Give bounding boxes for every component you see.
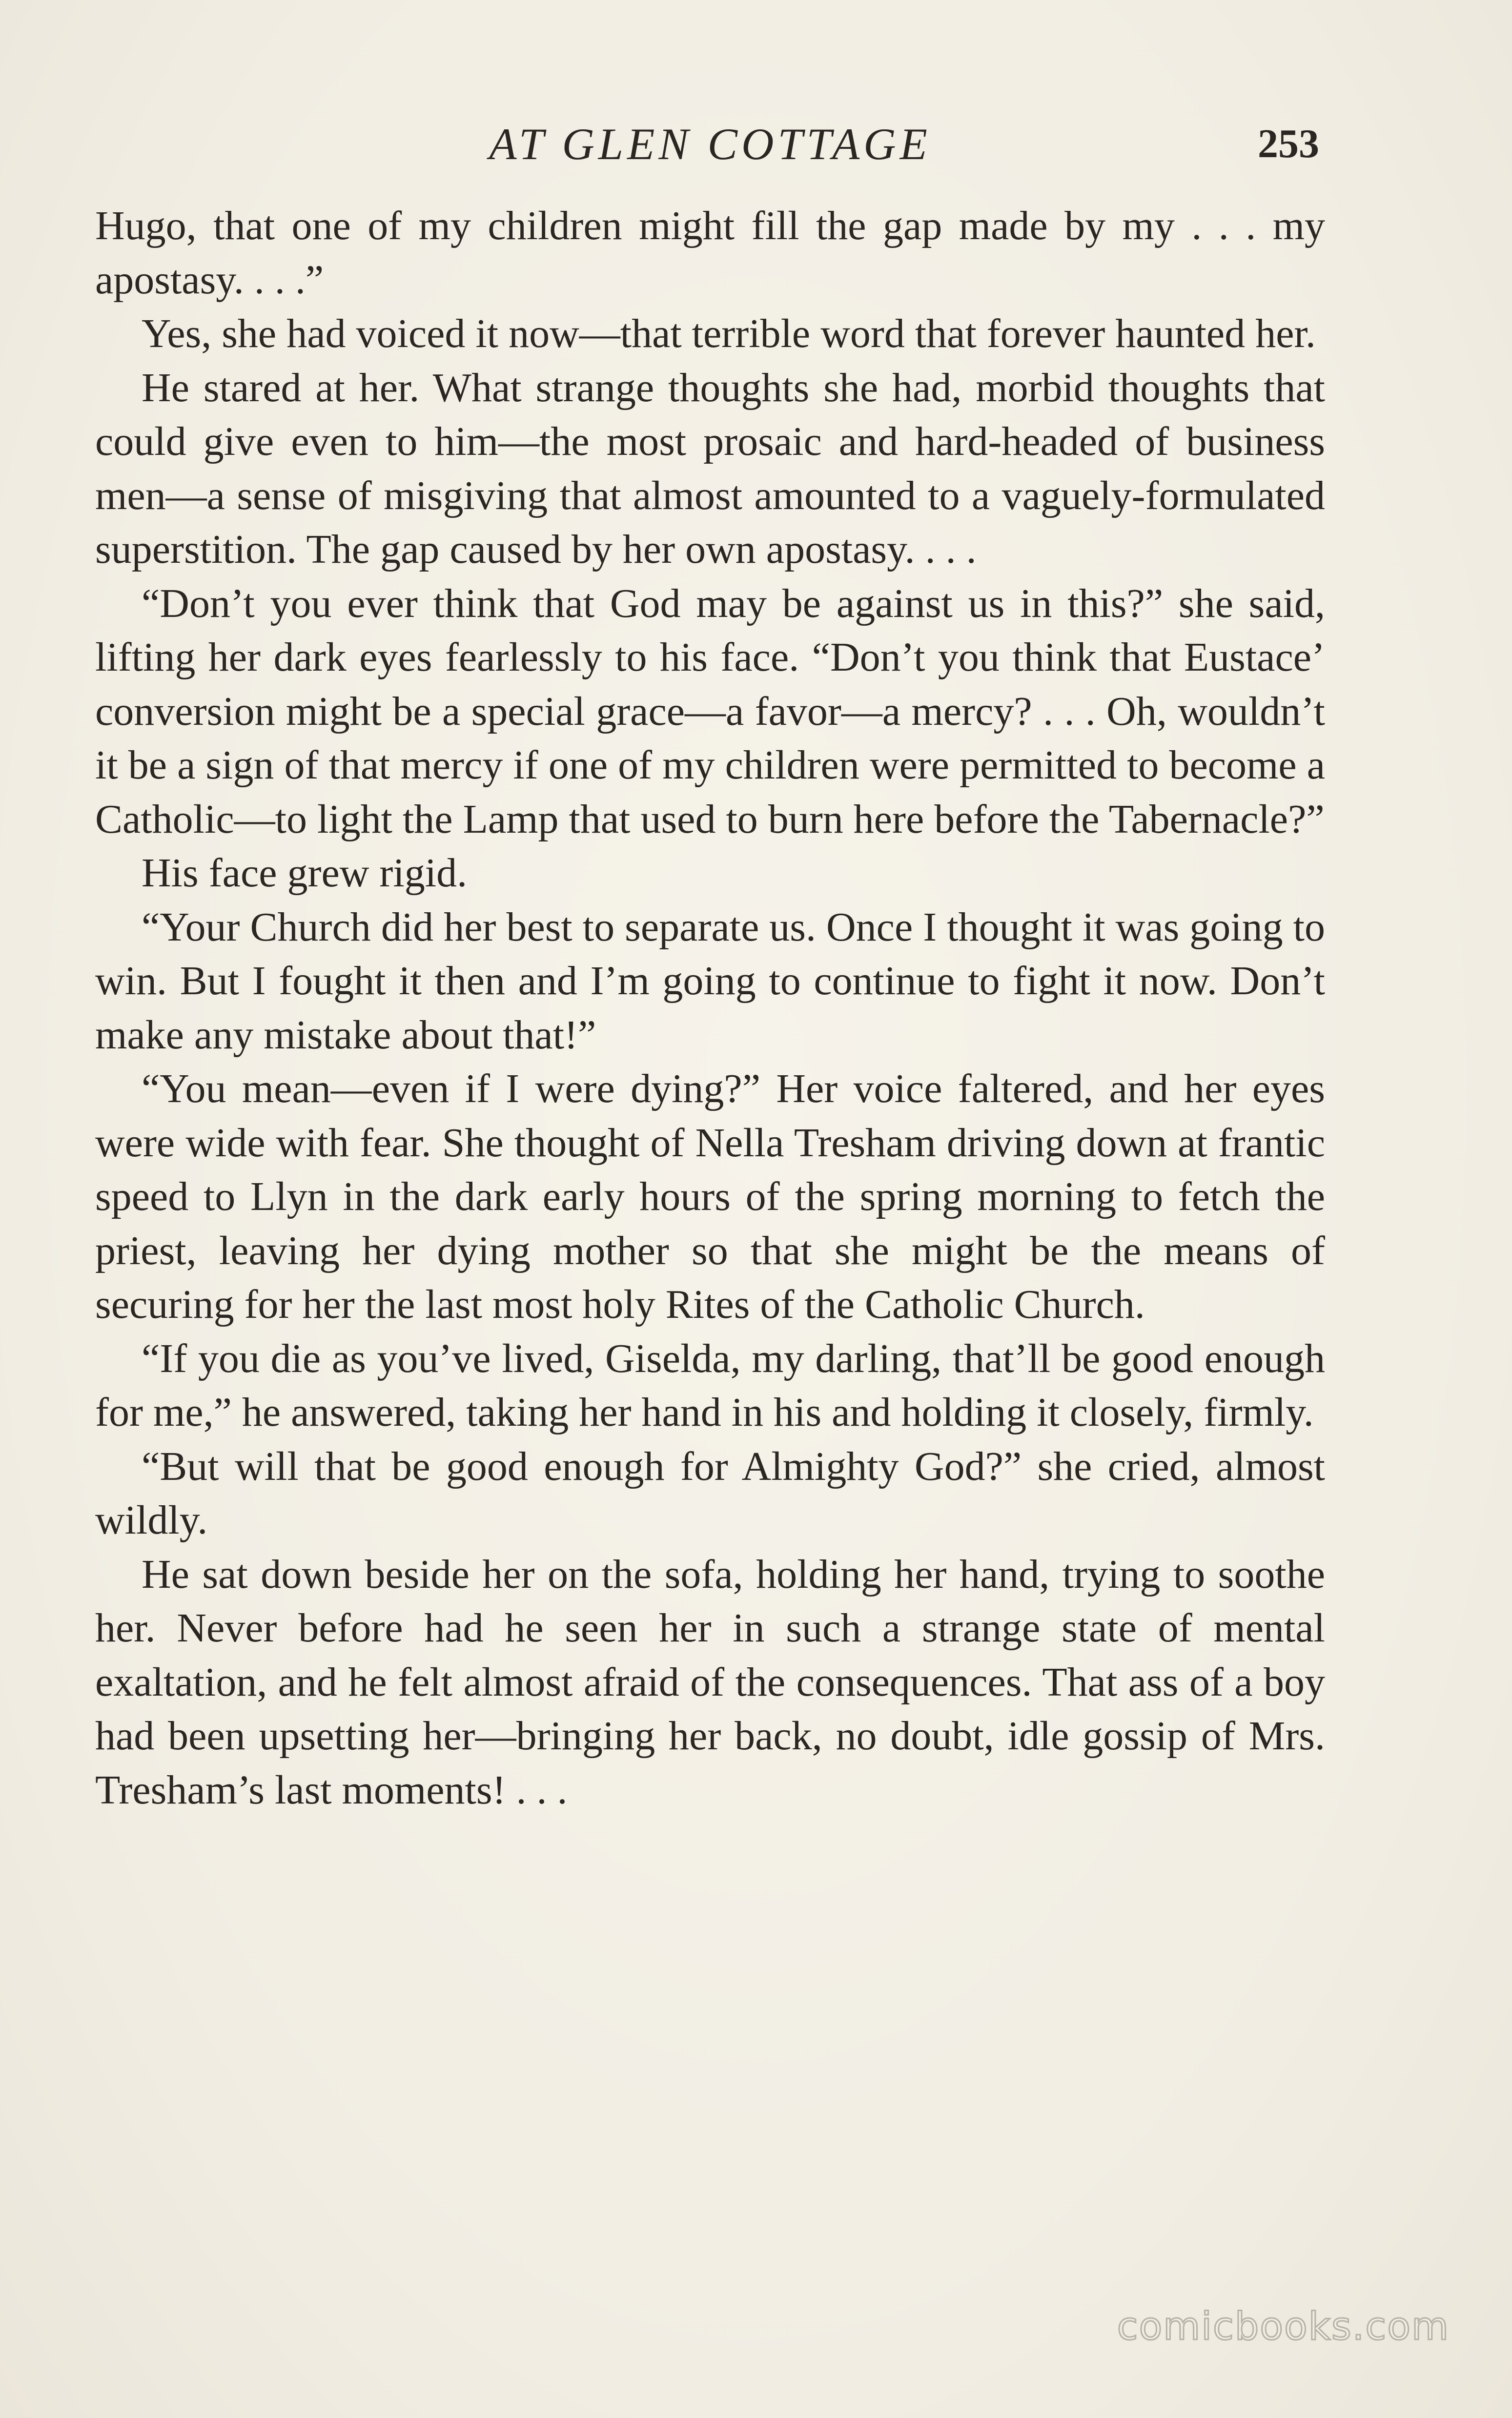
body-text xyxy=(95,199,1325,1817)
page-number: 253 xyxy=(1258,121,1319,166)
paragraph-continued: Hugo, that one of my children might fill the gap made by my . . . my apostasy. . . .” xyxy=(95,203,1325,303)
paragraph: Yes, she had voiced it now—that terrible word that forever haunted her. xyxy=(142,311,1316,356)
watermark: comicbooks.com xyxy=(1117,2305,1450,2349)
paragraph: “Your Church did her best to separate us. Once I thought it was going to win. But I fought it then and I’m going to continue to fight it now. Don’t make any mistake about that!” xyxy=(95,904,1325,1058)
page-header xyxy=(95,117,1325,176)
paragraph: “You mean—even if I were dying?” Her voice faltered, and her eyes were wide with fear. She thought of Nella Tresham driving down at frantic speed to Llyn in the dark early hours of the spring morning to fetch the priest, leaving her dying mother so that she might be the means of securing for her the last most holy Rites of the Catholic Church. xyxy=(95,1066,1325,1327)
paragraph: He stared at her. What strange thoughts she had, morbid thoughts that could give even to him—the most prosaic and hard-headed of business men—a sense of misgiving that almost amounted to a vaguely-formulated superstition. The gap caused by her own apostasy. . . . xyxy=(95,365,1325,572)
paragraph: “But will that be good enough for Almighty God?” she cried, almost wildly. xyxy=(95,1443,1325,1543)
paragraph: He sat down beside her on the sofa, holding her hand, trying to soothe her. Never before had he seen her in such a strange state of mental exaltation, and he felt almost afraid of the consequences. That ass of a boy had been upsetting her—bringing her back, no doubt, idle gossip of Mrs. Tresham’s last moments! . . . xyxy=(95,1551,1325,1813)
paragraph: His face grew rigid. xyxy=(142,850,468,896)
paragraph: “If you die as you’ve lived, Giselda, my darling, that’ll be good enough for me,” he answered, taking her hand in his and holding it closely, firmly. xyxy=(95,1335,1325,1435)
paragraph: “Don’t you ever think that God may be against us in this?” she said, lifting her dark eyes fearlessly to his face. “Don’t you think that Eustace’ conversion might be a special grace—a favor—a mercy? . . . Oh, wouldn’t it be a sign of that mercy if one of my children were permitted to become a Catholic—to light the Lamp that used to burn here before the Tabernacle?” xyxy=(95,580,1325,842)
running-title: AT GLEN COTTAGE xyxy=(489,119,931,169)
